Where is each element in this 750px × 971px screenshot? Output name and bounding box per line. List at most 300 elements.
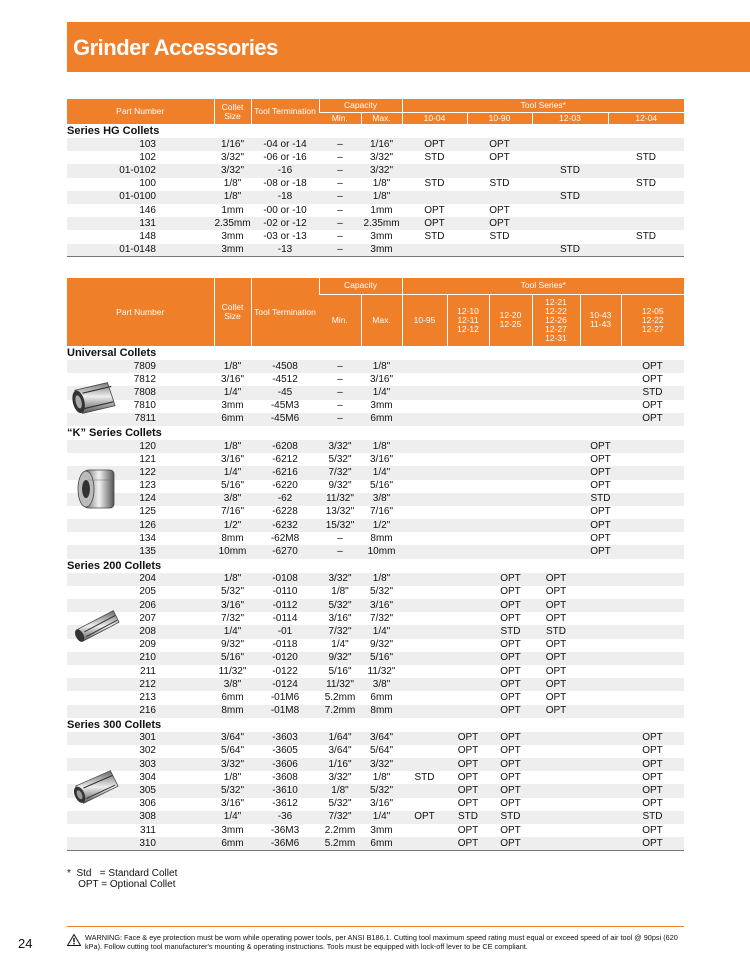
table-cell — [447, 691, 489, 704]
table-cell: 5/64" — [214, 745, 251, 758]
table-cell — [402, 573, 447, 586]
part-number-cell: 306 — [67, 798, 214, 811]
table-cell: 3/64" — [319, 745, 361, 758]
table-cell: -3608 — [251, 771, 319, 784]
table-cell: 1/8" — [214, 191, 251, 204]
series-label: 11-43 — [589, 319, 612, 330]
table-cell: 3mm — [361, 244, 402, 257]
table-cell: OPT — [621, 360, 684, 373]
part-number-cell: 146 — [67, 204, 214, 217]
table-cell: OPT — [580, 532, 621, 545]
table-cell: STD — [621, 811, 684, 824]
col-header-max: Max. — [361, 112, 402, 124]
table-cell: 8mm — [361, 532, 402, 545]
table-cell — [402, 745, 447, 758]
table-row — [67, 400, 684, 413]
part-number-cell: 212 — [67, 678, 214, 691]
table-cell: 1/4" — [361, 625, 402, 638]
table-cell: 6mm — [214, 413, 251, 426]
table-cell — [532, 771, 580, 784]
table-cell — [532, 453, 580, 466]
table-cell: -4508 — [251, 360, 319, 373]
col-header-tool-termination: Tool Termination — [251, 278, 319, 346]
table-cell: -45 — [251, 386, 319, 399]
part-number-cell: 301 — [67, 732, 214, 745]
table-cell: – — [319, 545, 361, 558]
part-number-cell: 211 — [67, 665, 214, 678]
table-cell: -0120 — [251, 652, 319, 665]
table-cell: – — [319, 413, 361, 426]
table-cell: 6mm — [214, 837, 251, 850]
table-cell: 3/8" — [214, 678, 251, 691]
table-cell — [580, 665, 621, 678]
page-title: Grinder Accessories — [73, 35, 278, 60]
table-cell: – — [319, 191, 361, 204]
table-cell — [447, 360, 489, 373]
table-cell: 10mm — [361, 545, 402, 558]
table-cell: OPT — [489, 691, 532, 704]
table-cell: – — [319, 386, 361, 399]
table-row — [67, 519, 684, 532]
table-cell: OPT — [489, 837, 532, 850]
table-cell: OPT — [580, 480, 621, 493]
table-cell — [402, 453, 447, 466]
table-cell: 6mm — [214, 691, 251, 704]
table-cell: -06 or -16 — [251, 151, 319, 164]
table-cell: -0112 — [251, 599, 319, 612]
table-cell — [532, 151, 608, 164]
part-number-cell: 205 — [67, 586, 214, 599]
part-number-cell: 131 — [67, 217, 214, 230]
part-number-cell: 207 — [67, 612, 214, 625]
table-cell — [621, 573, 684, 586]
table-cell: OPT — [489, 705, 532, 718]
table-cell: 3/16" — [361, 599, 402, 612]
table-cell — [532, 758, 580, 771]
table-cell: 11/32" — [319, 493, 361, 506]
table-cell — [402, 691, 447, 704]
table-cell — [402, 400, 447, 413]
table-cell: OPT — [580, 453, 621, 466]
table-cell: OPT — [532, 612, 580, 625]
table-cell: OPT — [489, 732, 532, 745]
table-cell — [580, 625, 621, 638]
part-number-cell: 213 — [67, 691, 214, 704]
table-cell: 5/32" — [319, 453, 361, 466]
table-cell — [402, 652, 447, 665]
table-cell — [608, 164, 684, 177]
table-row — [67, 532, 684, 545]
table-cell: OPT — [580, 466, 621, 479]
part-number-cell: 125 — [67, 506, 214, 519]
table-cell: 1/8" — [361, 771, 402, 784]
table-cell — [621, 639, 684, 652]
table-cell — [580, 373, 621, 386]
table-cell: 3/16" — [214, 599, 251, 612]
col-header-tool-termination: Tool Termination — [251, 99, 319, 124]
table-row — [67, 204, 684, 217]
table-cell: OPT — [489, 784, 532, 797]
table-cell: 5/16" — [361, 480, 402, 493]
table-row — [67, 440, 684, 453]
footnote-line: * Std = Standard Collet — [67, 868, 178, 879]
table-cell — [447, 625, 489, 638]
table-cell: 3/32" — [319, 440, 361, 453]
series-label: 12-21 — [545, 296, 567, 307]
table-cell — [489, 532, 532, 545]
table-cell: -18 — [251, 191, 319, 204]
table-cell: STD — [489, 811, 532, 824]
page-number: 24 — [18, 936, 33, 951]
table-row — [67, 771, 684, 784]
group-heading: “K” Series Collets — [67, 426, 684, 440]
series-label: 12-11 — [457, 314, 479, 325]
group-heading-row — [67, 346, 684, 360]
table-cell: STD — [532, 164, 608, 177]
table-cell: OPT — [467, 217, 532, 230]
table-cell: 9/32" — [361, 639, 402, 652]
table-row — [67, 824, 684, 837]
table-cell: -62M8 — [251, 532, 319, 545]
col-header-tool-series: Tool Series* — [402, 99, 684, 112]
table-cell: 3/16" — [319, 612, 361, 625]
table-cell: STD — [467, 178, 532, 191]
table-cell — [489, 519, 532, 532]
col-header-series — [402, 294, 447, 346]
table-cell: -13 — [251, 244, 319, 257]
table-cell: STD — [608, 151, 684, 164]
table-cell — [402, 758, 447, 771]
table-row — [67, 230, 684, 243]
table-cell — [489, 386, 532, 399]
table-cell: OPT — [447, 732, 489, 745]
table-cell: OPT — [489, 586, 532, 599]
table-cell: OPT — [447, 837, 489, 850]
table-cell: STD — [402, 230, 467, 243]
table-row — [67, 386, 684, 399]
col-header-series — [532, 294, 580, 346]
table-cell: OPT — [489, 665, 532, 678]
table-cell: 1/8" — [214, 573, 251, 586]
table-cell: -01M8 — [251, 705, 319, 718]
table-cell: 3/64" — [214, 732, 251, 745]
col-header-collet-size: Collet Size — [214, 99, 251, 124]
group-heading: Series 200 Collets — [67, 559, 684, 573]
table-cell: 7/32" — [319, 811, 361, 824]
table-cell: -01 — [251, 625, 319, 638]
table-cell — [402, 386, 447, 399]
table-cell: 1/4" — [361, 386, 402, 399]
table-cell — [532, 506, 580, 519]
table-cell: OPT — [580, 506, 621, 519]
table-cell: 5/32" — [214, 784, 251, 797]
table-cell — [532, 386, 580, 399]
table-cell: 13/32" — [319, 506, 361, 519]
table-cell: 1/8" — [319, 784, 361, 797]
table-cell: 1/8" — [214, 360, 251, 373]
table-cell: -3603 — [251, 732, 319, 745]
series-label: 12-26 — [545, 314, 567, 325]
table-cell — [532, 545, 580, 558]
table-cell — [621, 519, 684, 532]
table-cell: 1/8" — [361, 573, 402, 586]
table-cell — [402, 466, 447, 479]
table-row — [67, 745, 684, 758]
table-cell: OPT — [489, 771, 532, 784]
table-cell — [402, 191, 467, 204]
table-cell: – — [319, 164, 361, 177]
table-cell: -0110 — [251, 586, 319, 599]
table-cell: OPT — [467, 138, 532, 151]
table-cell — [489, 493, 532, 506]
table-cell — [532, 732, 580, 745]
series-label: 12-22 — [545, 305, 567, 316]
series-200-collet-photo — [71, 604, 121, 648]
table-cell: OPT — [467, 204, 532, 217]
table-row — [67, 151, 684, 164]
table-cell: 3mm — [361, 400, 402, 413]
table-cell: OPT — [532, 705, 580, 718]
table-cell — [608, 204, 684, 217]
table-cell — [402, 373, 447, 386]
table-cell: 3/16" — [214, 453, 251, 466]
table-cell — [402, 545, 447, 558]
group-heading-row — [67, 124, 684, 138]
col-header-capacity: Capacity — [319, 278, 402, 294]
table-cell — [402, 480, 447, 493]
part-number-cell: 01-0102 — [67, 164, 214, 177]
table-row — [67, 453, 684, 466]
table-cell — [608, 138, 684, 151]
col-header-series — [447, 294, 489, 346]
table-cell: -0124 — [251, 678, 319, 691]
table-cell: -45M6 — [251, 413, 319, 426]
table-cell: STD — [532, 625, 580, 638]
table-cell: 3/16" — [214, 373, 251, 386]
table-cell — [402, 732, 447, 745]
table-row — [67, 178, 684, 191]
table-cell — [402, 678, 447, 691]
table-cell: OPT — [402, 217, 467, 230]
table-row — [67, 480, 684, 493]
col-header-series: 10-04 — [402, 112, 467, 124]
table-cell: 3/16" — [361, 373, 402, 386]
table-cell — [447, 545, 489, 558]
table-cell — [402, 586, 447, 599]
table-cell — [532, 811, 580, 824]
table-cell — [580, 400, 621, 413]
table-cell — [621, 545, 684, 558]
table-cell — [621, 480, 684, 493]
table-cell: STD — [447, 811, 489, 824]
table-row — [67, 138, 684, 151]
table-cell — [580, 811, 621, 824]
table-cell — [580, 784, 621, 797]
table-cell: 1/4" — [214, 386, 251, 399]
table-cell: 3mm — [361, 824, 402, 837]
table-cell — [447, 480, 489, 493]
part-number-cell: 148 — [67, 230, 214, 243]
table-cell: OPT — [621, 413, 684, 426]
table-cell: 3mm — [214, 400, 251, 413]
table-cell — [489, 480, 532, 493]
part-number-cell: 01-0100 — [67, 191, 214, 204]
table-cell: -16 — [251, 164, 319, 177]
table-cell: OPT — [580, 545, 621, 558]
table-row — [67, 466, 684, 479]
col-header-capacity: Capacity — [319, 99, 402, 112]
table-cell — [447, 400, 489, 413]
table-cell: 1/8" — [214, 771, 251, 784]
table-cell — [621, 678, 684, 691]
table-cell: OPT — [621, 798, 684, 811]
table-cell: -3606 — [251, 758, 319, 771]
part-number-cell: 308 — [67, 811, 214, 824]
table-cell: 1/4" — [214, 466, 251, 479]
table-cell — [402, 506, 447, 519]
footnote-line: OPT = Optional Collet — [67, 879, 176, 890]
table-cell: 5/64" — [361, 745, 402, 758]
group-heading: Series 300 Collets — [67, 718, 684, 732]
table-cell — [402, 413, 447, 426]
table-cell — [402, 837, 447, 850]
table-cell — [532, 360, 580, 373]
table-cell: 1/4" — [214, 625, 251, 638]
table-cell: 1/8" — [361, 178, 402, 191]
table-cell — [580, 705, 621, 718]
table-cell: OPT — [489, 599, 532, 612]
table-cell — [532, 178, 608, 191]
table-cell: 5/16" — [319, 665, 361, 678]
table-cell: 3/8" — [361, 678, 402, 691]
table-cell — [532, 784, 580, 797]
table-cell: OPT — [402, 138, 467, 151]
table-cell: 5/32" — [319, 599, 361, 612]
table-row — [67, 732, 684, 745]
table-cell: 3/16" — [214, 798, 251, 811]
table-cell — [580, 824, 621, 837]
table-cell: 3mm — [214, 244, 251, 257]
table-cell: -08 or -18 — [251, 178, 319, 191]
table-cell — [532, 230, 608, 243]
table-cell: 3mm — [214, 230, 251, 243]
k-series-collet-photo — [71, 464, 121, 514]
table-cell: -0108 — [251, 573, 319, 586]
table-cell — [402, 440, 447, 453]
part-number-cell: 216 — [67, 705, 214, 718]
table-cell: -3612 — [251, 798, 319, 811]
table-cell: – — [319, 400, 361, 413]
table-cell: 10mm — [214, 545, 251, 558]
table-cell: 5.2mm — [319, 691, 361, 704]
table-cell: 5/16" — [214, 652, 251, 665]
footnote — [67, 868, 177, 890]
series-label: 12-25 — [499, 319, 522, 330]
table-cell — [621, 705, 684, 718]
table-cell — [447, 519, 489, 532]
table-row — [67, 360, 684, 373]
series-300-collet-photo — [70, 764, 120, 812]
table-cell: STD — [608, 230, 684, 243]
table-cell: 1/16" — [319, 758, 361, 771]
part-number-cell: 01-0148 — [67, 244, 214, 257]
table-cell: OPT — [621, 732, 684, 745]
table-cell — [489, 453, 532, 466]
table-cell: 1/8" — [319, 586, 361, 599]
table-cell: OPT — [447, 771, 489, 784]
table-cell: OPT — [402, 204, 467, 217]
table-cell: 11/32" — [319, 678, 361, 691]
part-number-cell: 7809 — [67, 360, 214, 373]
series-label: 12-20 — [499, 310, 522, 321]
table-cell: – — [319, 178, 361, 191]
table-cell: OPT — [447, 784, 489, 797]
table-cell: – — [319, 138, 361, 151]
table-cell — [447, 493, 489, 506]
series-label: 10-43 — [589, 310, 612, 321]
warning-notice — [67, 933, 684, 951]
table-cell — [402, 784, 447, 797]
table-cell: 9/32" — [319, 480, 361, 493]
table-cell: 1mm — [361, 204, 402, 217]
part-number-cell: 7811 — [67, 413, 214, 426]
table-cell: STD — [402, 151, 467, 164]
table-row — [67, 373, 684, 386]
table-cell: 5/32" — [361, 586, 402, 599]
col-header-series: 12-04 — [608, 112, 684, 124]
part-number-cell: 124 — [67, 493, 214, 506]
table-cell: OPT — [621, 758, 684, 771]
table-cell: 7/32" — [319, 466, 361, 479]
table-cell: 5/32" — [319, 798, 361, 811]
table-cell — [532, 400, 580, 413]
table-cell: STD — [532, 191, 608, 204]
part-number-cell: 100 — [67, 178, 214, 191]
table-cell: – — [319, 151, 361, 164]
table-cell: 3/32" — [214, 151, 251, 164]
collet-table — [67, 278, 684, 851]
table-cell — [447, 599, 489, 612]
table-cell: 7.2mm — [319, 705, 361, 718]
table-cell — [489, 545, 532, 558]
part-number-cell: 311 — [67, 824, 214, 837]
table-cell — [621, 599, 684, 612]
table-cell: -0118 — [251, 639, 319, 652]
table-cell: OPT — [532, 678, 580, 691]
table-cell: 3/32" — [361, 758, 402, 771]
table-cell: – — [319, 230, 361, 243]
table-cell — [621, 493, 684, 506]
table-cell — [608, 217, 684, 230]
table-cell: 1/4" — [319, 639, 361, 652]
table-cell: 7/32" — [361, 612, 402, 625]
table-cell — [447, 573, 489, 586]
table-cell: STD — [402, 771, 447, 784]
table-cell: 7/32" — [319, 625, 361, 638]
table-cell: OPT — [621, 771, 684, 784]
col-header-series — [489, 294, 532, 346]
part-number-cell: 134 — [67, 532, 214, 545]
table-row — [67, 164, 684, 177]
table-cell: 2.2mm — [319, 824, 361, 837]
part-number-cell: 122 — [67, 466, 214, 479]
col-header-series: 12-03 — [532, 112, 608, 124]
col-header-min: Min. — [319, 112, 361, 124]
table-cell: -36 — [251, 811, 319, 824]
part-number-cell: 210 — [67, 652, 214, 665]
table-cell — [580, 413, 621, 426]
table-cell: OPT — [621, 824, 684, 837]
